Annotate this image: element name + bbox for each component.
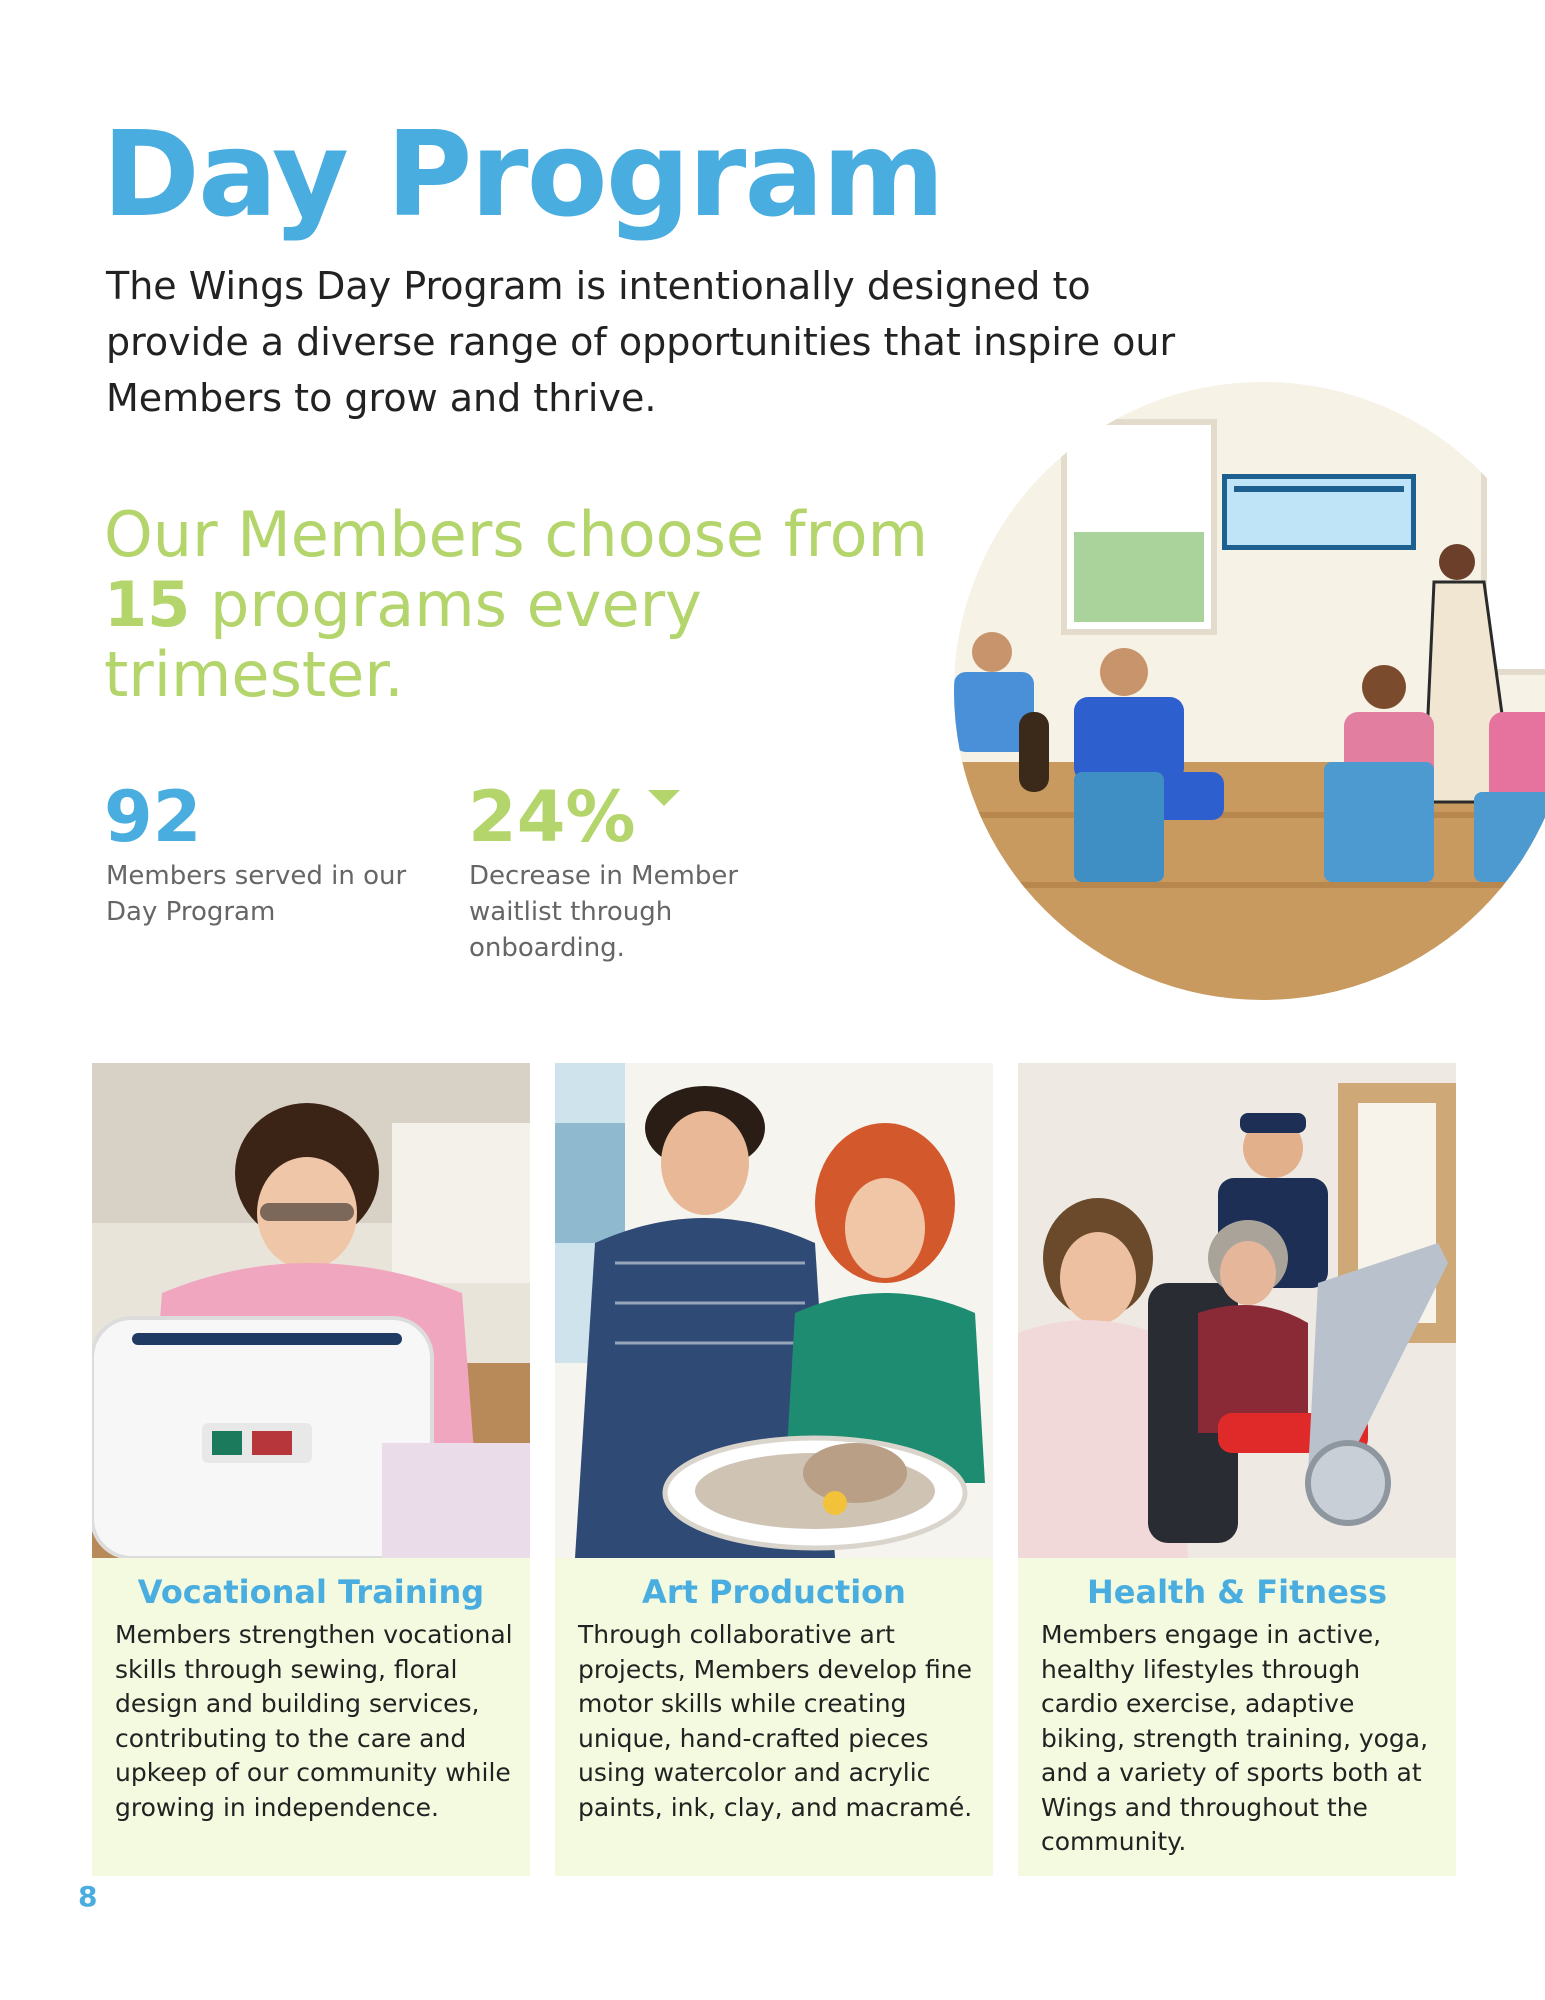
programs-headline: [104, 500, 964, 710]
program-title: Health & Fitness: [1086, 1573, 1387, 1611]
headline-number: 15: [104, 568, 191, 641]
program-card-vocational-training: [92, 1063, 530, 1876]
program-description: Members strengthen vocational skills through sewing, floral design and building services, contributing to the care and upkeep of our community while growing in independence.: [115, 1620, 513, 1822]
art-production-body: [555, 1558, 993, 1876]
hero-photo-performing-arts-class: [954, 382, 1545, 1000]
page-title: Day Program: [102, 105, 943, 243]
vocational-training-body: [92, 1558, 530, 1876]
down-arrow-icon: [648, 790, 680, 806]
vocational-training-photo: [92, 1063, 530, 1558]
program-description: Members engage in active, healthy lifestyles through cardio exercise, adaptive biking, strength training, yoga, and a variety of sports both at Wings and throughout the community.: [1041, 1620, 1429, 1856]
intro-paragraph: The Wings Day Program is intentionally designed to provide a diverse range of opportunities that inspire our Members to grow and thrive.: [106, 264, 1176, 420]
program-title: Art Production: [642, 1573, 906, 1611]
stat-members-served-value: 92: [104, 776, 202, 858]
program-title: Vocational Training: [137, 1573, 485, 1611]
program-description: Through collaborative art projects, Members develop fine motor skills while creating unique, hand-crafted pieces using watercolor and acrylic paints, ink, clay, and macramé.: [578, 1620, 973, 1822]
page-number: 8: [78, 1880, 98, 1913]
program-card-health-fitness: [1018, 1063, 1456, 1876]
headline-part-1: Our Members choose from: [104, 498, 929, 571]
stat-members-served-label: Members served in our Day Program: [106, 861, 407, 927]
headline-part-2: programs every trimester.: [104, 568, 702, 711]
art-production-photo: [555, 1063, 993, 1558]
program-card-art-production: [555, 1063, 993, 1876]
health-fitness-photo: [1018, 1063, 1456, 1558]
stat-waitlist-label: Decrease in Member waitlist through onboarding.: [469, 861, 739, 963]
stat-waitlist-value: 24%: [468, 776, 636, 858]
health-fitness-body: [1018, 1558, 1456, 1876]
